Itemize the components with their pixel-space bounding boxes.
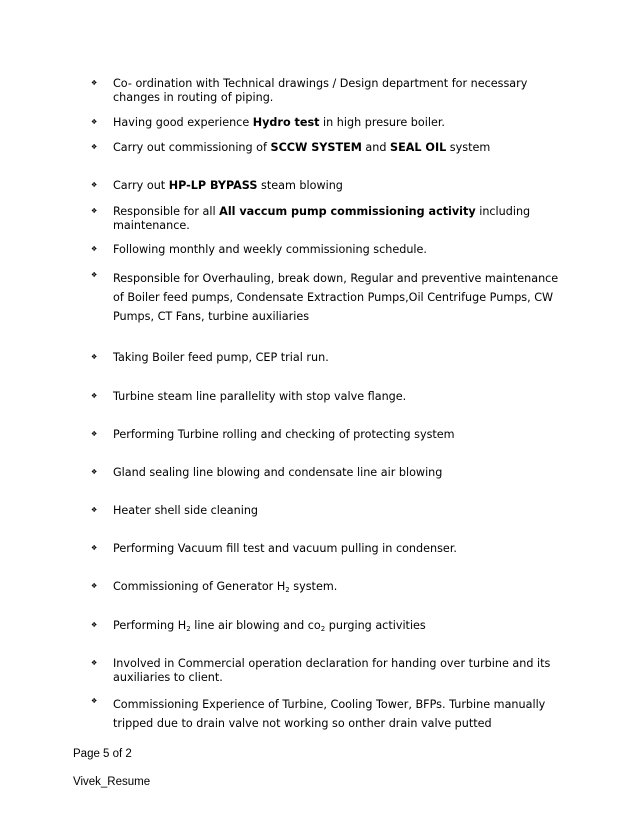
text-run: Involved in Commercial operation declaration for handing over turbine and its auxiliaries to client.	[113, 657, 551, 684]
text-run: Performing H	[113, 619, 187, 632]
list-item-text	[113, 657, 571, 684]
text-run: Having good experience	[113, 116, 253, 129]
text-run: Commissioning of Generator H	[113, 580, 286, 593]
list-item-text	[113, 351, 571, 365]
subscript-text: 2	[285, 586, 290, 594]
list-item-text	[113, 269, 571, 326]
diamond-bullet-icon: ❖	[91, 118, 98, 126]
text-run: Responsible for Overhauling, break down, Regular and preventive maintenance of Boiler feed pumps, Condensate Extraction Pumps,Oil Centrifuge Pumps, CW Pumps, CT Fans, turbine auxiliaries	[113, 272, 559, 323]
diamond-bullet-icon: ❖	[91, 468, 98, 476]
list-item-text	[113, 205, 571, 232]
diamond-bullet-icon: ❖	[91, 271, 98, 279]
diamond-bullet-icon: ❖	[91, 544, 98, 552]
diamond-bullet-icon: ❖	[91, 582, 98, 590]
text-run: steam blowing	[257, 179, 343, 192]
text-run: Performing Turbine rolling and checking of protecting system	[113, 428, 455, 441]
bold-text: SEAL OIL	[390, 141, 447, 154]
text-run: Carry out	[113, 179, 169, 192]
list-item-text	[113, 116, 571, 130]
bold-text: HP-LP BYPASS	[168, 179, 258, 192]
list-item-text	[113, 619, 571, 633]
list-item-text	[113, 428, 571, 442]
text-run: in high presure boiler.	[319, 116, 445, 129]
text-run: including maintenance.	[113, 205, 531, 232]
text-run: Following monthly and weekly commissioning schedule.	[113, 243, 427, 256]
list-item-text	[113, 542, 571, 556]
diamond-bullet-icon: ❖	[91, 353, 98, 361]
diamond-bullet-icon: ❖	[91, 392, 98, 400]
list-item-text	[113, 504, 571, 518]
page-number: Page 5 of 2	[73, 748, 132, 760]
text-run: Carry out commissioning of	[113, 141, 271, 154]
text-run: line air blowing and co	[190, 619, 321, 632]
diamond-bullet-icon: ❖	[91, 697, 98, 705]
text-run: Co- ordination with Technical drawings / Design department for necessary changes in routing of piping.	[113, 77, 528, 104]
list-item-text	[113, 580, 571, 594]
list-item-text	[113, 141, 571, 155]
list-item-text	[113, 77, 571, 104]
diamond-bullet-icon: ❖	[91, 430, 98, 438]
text-run: Responsible for all	[113, 205, 220, 218]
diamond-bullet-icon: ❖	[91, 621, 98, 629]
diamond-bullet-icon: ❖	[91, 659, 98, 667]
text-run: system.	[289, 580, 338, 593]
document-title: Vivek_Resume	[73, 776, 151, 788]
list-item-text	[113, 179, 571, 193]
bold-text: All vaccum pump commissioning activity	[219, 205, 476, 218]
text-run: Heater shell side cleaning	[113, 504, 259, 517]
text-run: and	[361, 141, 391, 154]
subscript-text: 2	[186, 625, 191, 633]
list-item-text	[113, 695, 571, 733]
list-item-text	[113, 243, 571, 257]
list-item-text	[113, 466, 571, 480]
text-run: Turbine steam line parallelity with stop valve flange.	[113, 390, 407, 403]
subscript-text: 2	[320, 625, 326, 633]
bold-text: Hydro test	[252, 116, 320, 129]
text-run: Commissioning Experience of Turbine, Cooling Tower, BFPs. Turbine manually tripped due to drain valve not working so onther drain valve putted	[113, 698, 546, 730]
text-run: Performing Vacuum fill test and vacuum pulling in condenser.	[113, 542, 457, 555]
text-run: purging activities	[325, 619, 426, 632]
text-run: system	[446, 141, 491, 154]
text-run: Gland sealing line blowing and condensate line air blowing	[113, 466, 443, 479]
diamond-bullet-icon: ❖	[91, 207, 98, 215]
diamond-bullet-icon: ❖	[91, 245, 98, 253]
diamond-bullet-icon: ❖	[91, 506, 98, 514]
diamond-bullet-icon: ❖	[91, 181, 98, 189]
text-run: Taking Boiler feed pump, CEP trial run.	[113, 351, 329, 364]
list-item-text	[113, 390, 571, 404]
diamond-bullet-icon: ❖	[91, 79, 98, 87]
bold-text: SCCW SYSTEM	[270, 141, 362, 154]
diamond-bullet-icon: ❖	[91, 143, 98, 151]
